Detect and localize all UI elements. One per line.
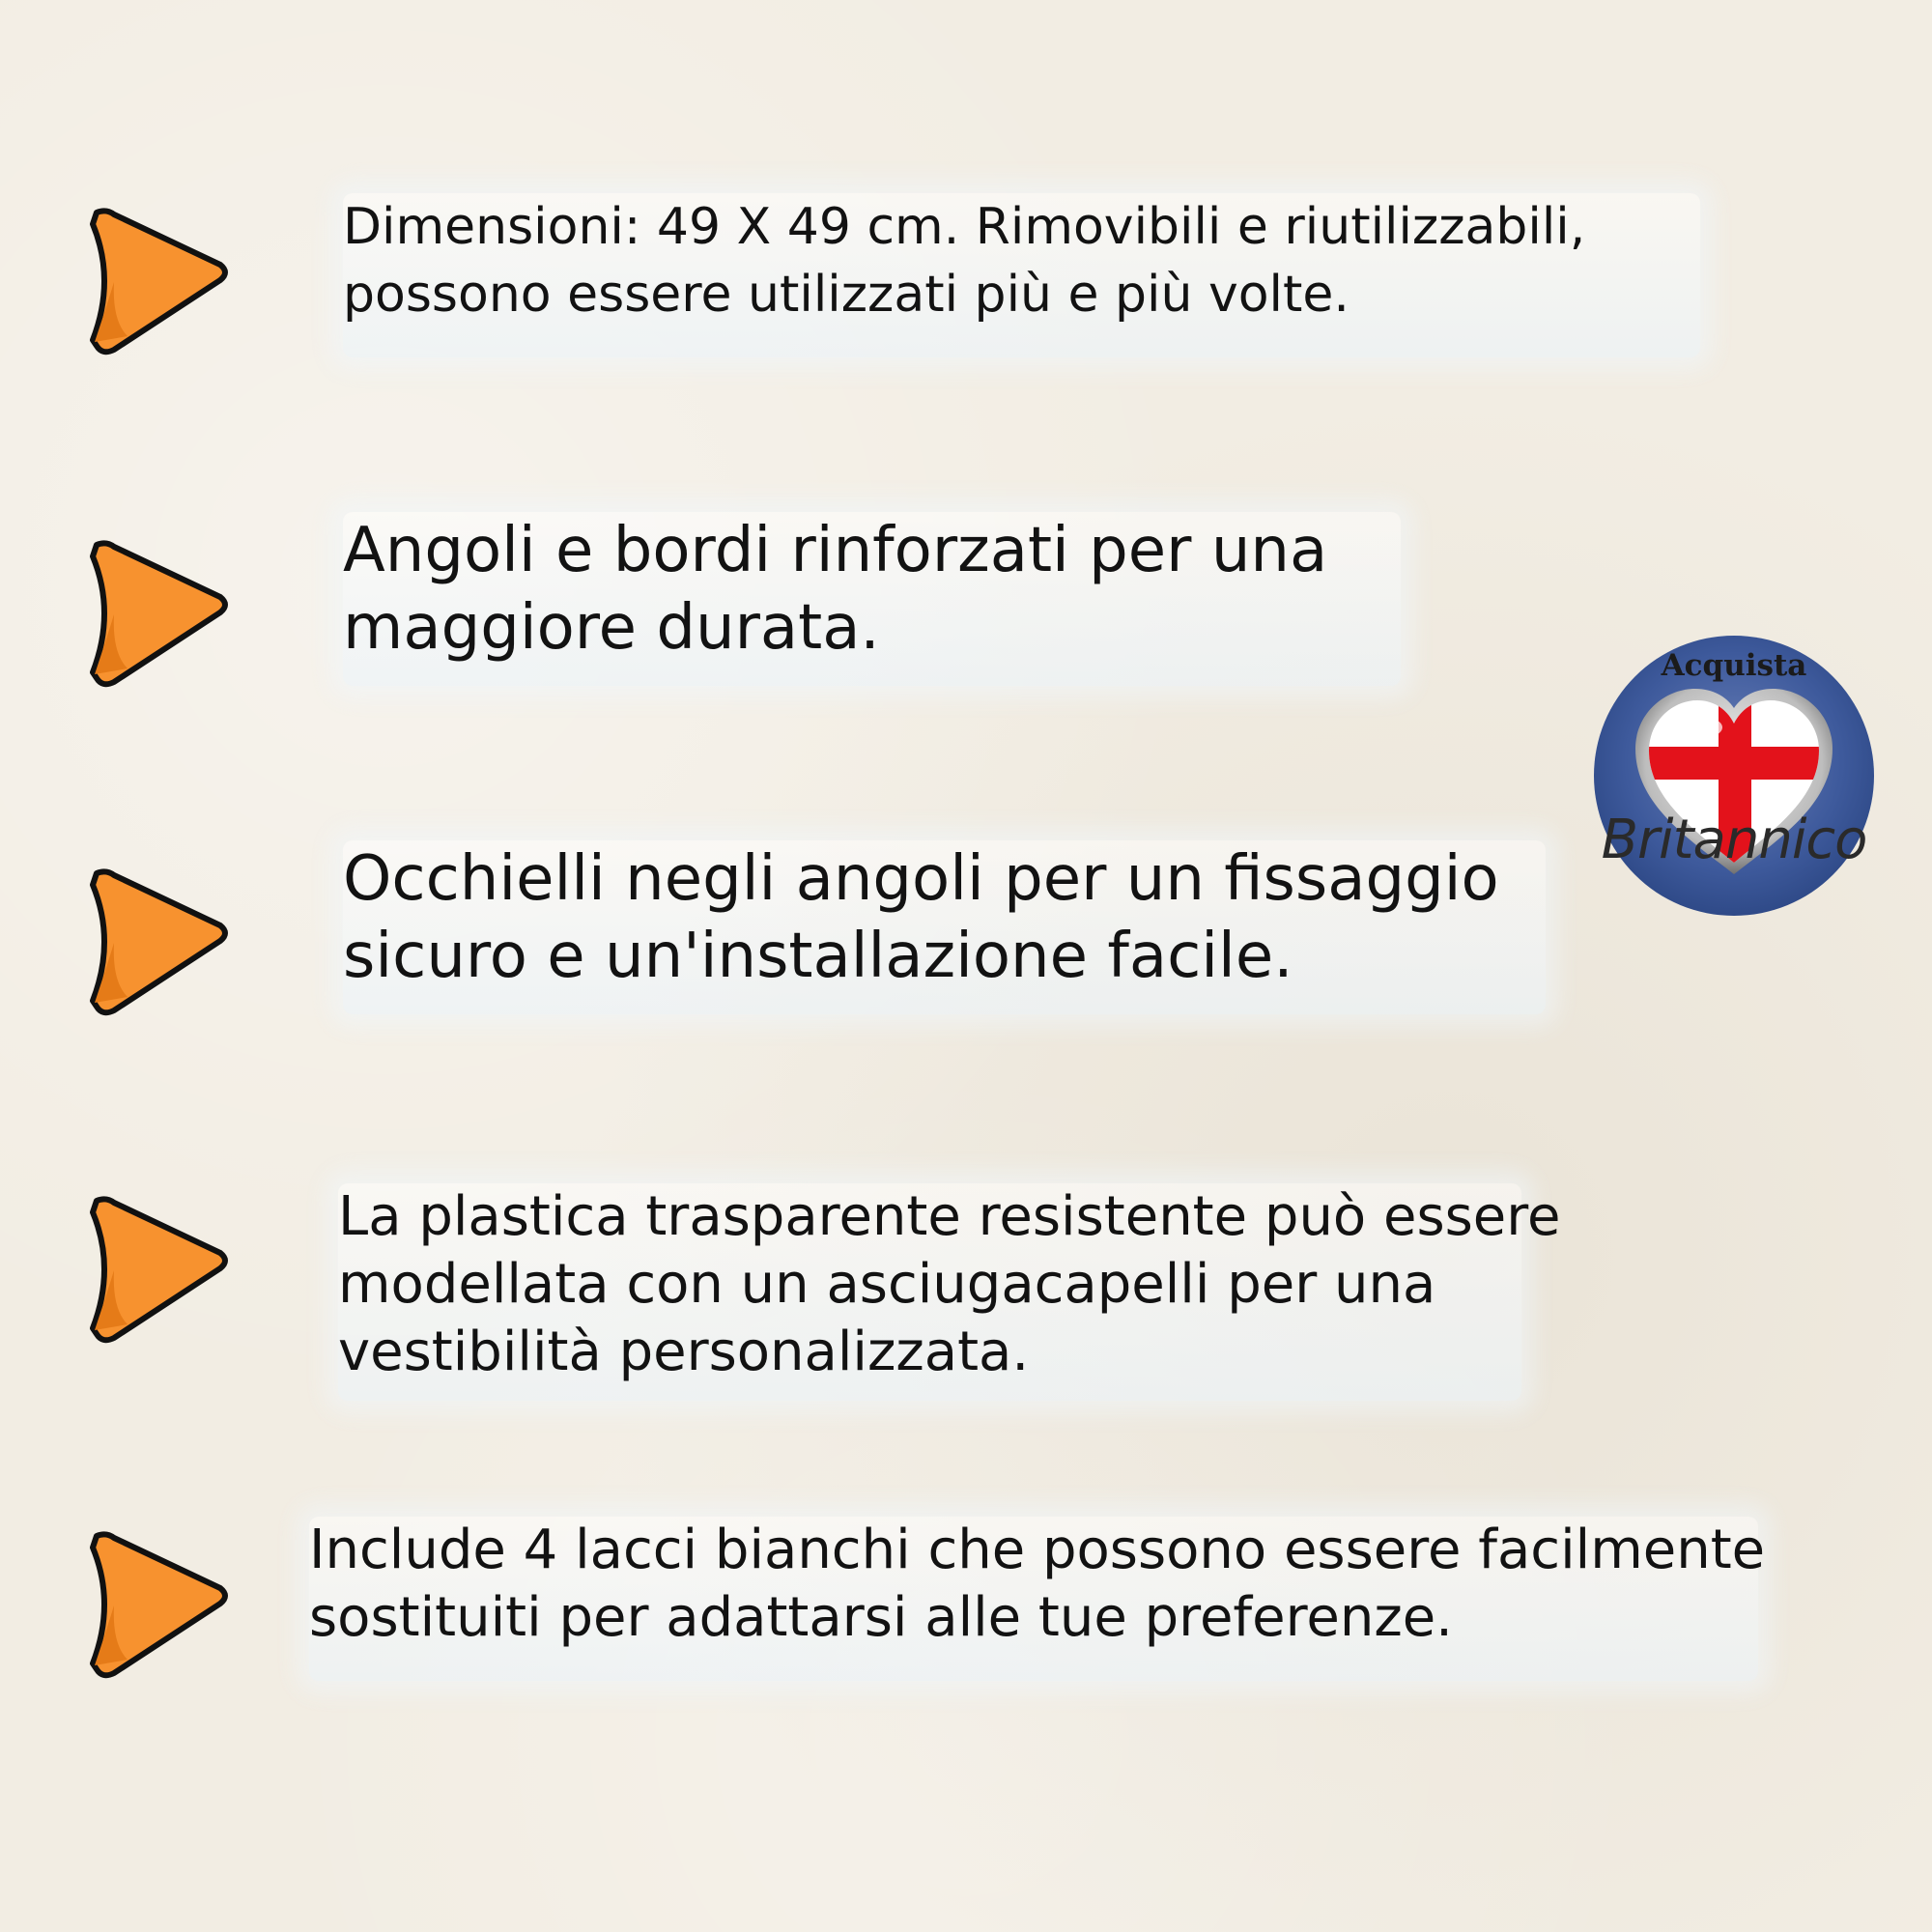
badge-top-label: Acquista: [1661, 648, 1807, 683]
feature-item-dimensions: [0, 193, 1932, 367]
arrow-right-icon: [89, 1528, 232, 1683]
arrow-right-icon: [89, 205, 232, 359]
feature-text: Occhielli negli angoli per un fissaggio sicuro e un'installazione facile.: [343, 843, 1499, 992]
arrow-right-icon: [89, 1193, 232, 1348]
acquista-britannico-badge: [1589, 633, 1879, 923]
feature-item-laces: [0, 1517, 1932, 1710]
feature-text: Include 4 lacci bianchi che possono essere facilmente sostituiti per adattarsi alle tue preferenze.: [309, 1519, 1766, 1649]
badge-bottom-label: Britannico: [1601, 809, 1867, 871]
arrow-right-icon: [89, 537, 232, 692]
feature-text: Dimensioni: 49 X 49 cm. Rimovibili e riutilizzabili, possono essere utilizzati più e più volte.: [343, 198, 1586, 324]
feature-text: La plastica trasparente resistente può essere modellata con un asciugacapelli per una vestibilità personalizzata.: [338, 1185, 1561, 1383]
feature-text: Angoli e bordi rinforzati per una maggiore durata.: [343, 515, 1328, 664]
feature-item-transparent-plastic: [0, 1183, 1932, 1406]
arrow-right-icon: [89, 866, 232, 1020]
